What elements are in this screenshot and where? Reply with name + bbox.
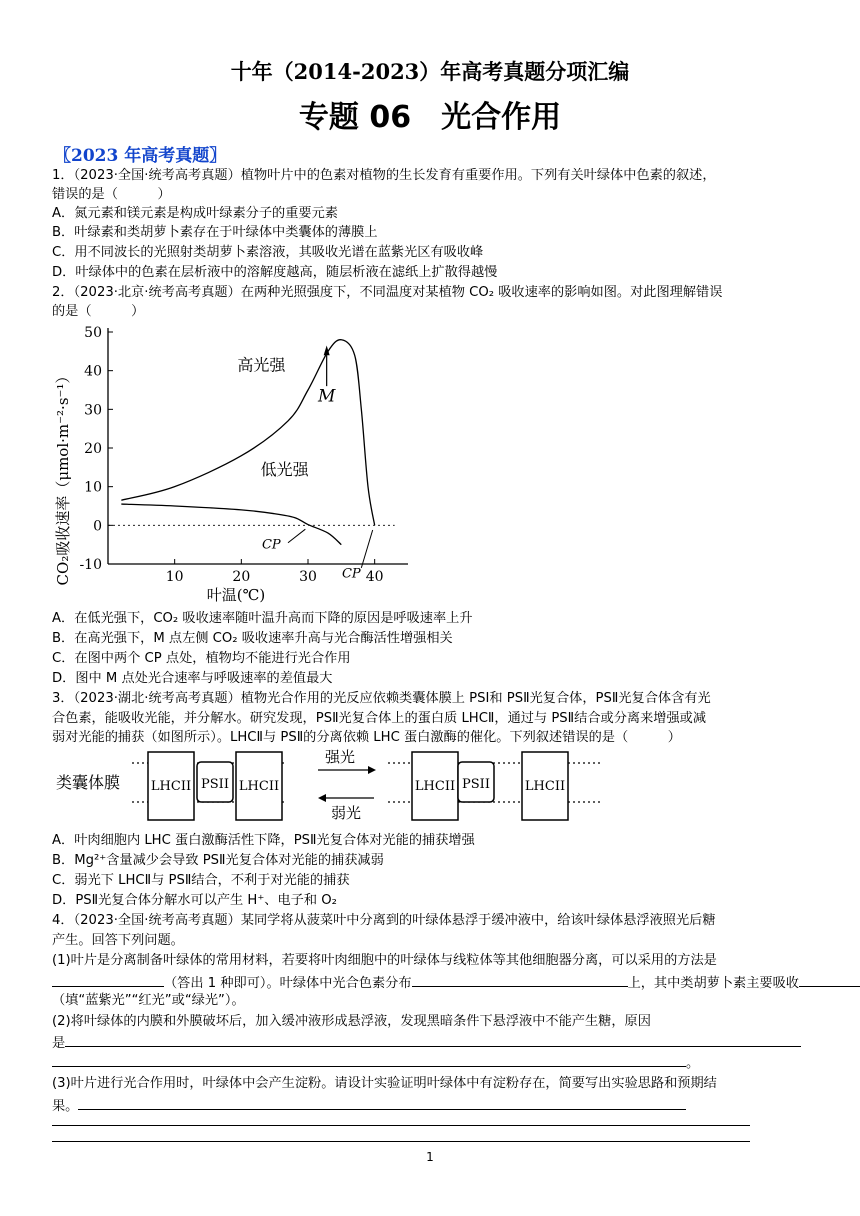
- chart-series: [121, 340, 374, 545]
- strong-light-arrowhead: [368, 766, 376, 774]
- cp-label-high-light: CP: [341, 566, 361, 582]
- chart-ticks: [79, 325, 383, 585]
- q4-part1-text-b: 上，其中类胡萝卜素主要吸收: [627, 976, 799, 991]
- answer-blank-light[interactable]: [799, 972, 860, 987]
- q4-part2-line1: (2)将叶绿体的内膜和外膜破坏后，加入缓冲液形成悬浮液，发现黑暗条件下悬浮液中不能产生糖，原因: [52, 1014, 651, 1029]
- q4-part1-line1: (1)叶片是分离制备叶绿体的常用材料，若要将叶肉细胞中的叶绿体与线粒体等其他细胞器分离，可以采用的方法是: [52, 953, 717, 968]
- x-tick-label: 30: [299, 569, 317, 585]
- lhcii-label: LHCII: [150, 779, 192, 794]
- q3-stem-line1: 3．（2023·湖北·统考高考真题）植物光合作用的光反应依赖类囊体膜上 PSⅠ和 PSⅡ光复合体，PSⅡ光复合体含有光: [52, 691, 711, 706]
- y-tick-label: -10: [79, 557, 102, 573]
- peak-label-m: M: [317, 386, 336, 407]
- q3-stem-line2: 合色素，能吸收光能，并分解水。研究发现，PSⅡ光复合体上的蛋白质 LHCⅡ，通过与 PSⅡ结合或分离来增强或减: [52, 711, 707, 726]
- page-number: 1: [426, 1150, 434, 1164]
- answer-blank-method[interactable]: [52, 972, 164, 987]
- q4-part1-line3: （填“蓝紫光”“红光”或“绿光”）。: [52, 993, 245, 1008]
- q4-part3-line1: (3)叶片进行光合作用时，叶绿体中会产生淀粉。请设计实验证明叶绿体中有淀粉存在，简要写出实验思路和预期结: [52, 1076, 717, 1091]
- q4-stem-line2: 产生。回答下列问题。: [52, 933, 184, 948]
- q3-option-a: A．叶肉细胞内 LHC 蛋白激酶活性下降，PSⅡ光复合体对光能的捕获增强: [52, 833, 475, 848]
- weak-light-arrowhead: [318, 794, 326, 802]
- answer-blank-reason-1[interactable]: [65, 1032, 801, 1047]
- strong-light-label: 强光: [324, 748, 356, 766]
- answer-blank-reason-2[interactable]: [52, 1052, 686, 1067]
- q2-stem-line2: 的是（ ）: [52, 304, 145, 319]
- q2-option-c: C．在图中两个 CP 点处，植物均不能进行光合作用: [52, 651, 351, 666]
- answer-blank-experiment-2[interactable]: [52, 1125, 750, 1126]
- series-line-low-light: [121, 504, 341, 545]
- q4-part1-text-a: （答出 1 种即可）。叶绿体中光合色素分布: [164, 976, 412, 991]
- q2-stem-line1: 2．（2023·北京·统考高考真题）在两种光照强度下，不同温度对某植物 CO₂ 吸收速率的影响如图。对此图理解错误: [52, 285, 723, 300]
- y-tick-label: 0: [93, 518, 102, 535]
- co2-uptake-chart: [48, 322, 418, 607]
- q1-option-a: A．氮元素和镁元素是构成叶绿素分子的重要元素: [52, 206, 338, 221]
- q4-part2-line3: [52, 1052, 699, 1073]
- weak-light-label: 弱光: [330, 804, 362, 822]
- membrane-label: 类囊体膜: [56, 773, 121, 792]
- q4-part2-end: 。: [686, 1056, 700, 1071]
- q2-option-b: B．在高光强下，M 点左侧 CO₂ 吸收速率升高与光合酶活性增强相关: [52, 631, 453, 646]
- topic-title: 专题 06 光合作用: [298, 100, 562, 135]
- answer-blank-experiment-1[interactable]: [78, 1095, 686, 1110]
- q4-part2-line2: [52, 1032, 801, 1053]
- y-tick-label: 50: [84, 325, 102, 341]
- cp-arrow-low-light: [288, 529, 305, 543]
- y-axis-label: CO₂吸收速率（μmol·m⁻²·s⁻¹）: [54, 368, 72, 586]
- q1-option-c: C．用不同波长的光照射类胡萝卜素溶液，其吸收光谱在蓝紫光区有吸收峰: [52, 245, 484, 260]
- x-tick-label: 10: [165, 569, 184, 585]
- q3-option-c: C．弱光下 LHCⅡ与 PSⅡ结合，不利于对光能的捕获: [52, 873, 350, 888]
- psii-label: PSII: [462, 777, 490, 792]
- series-label: 低光强: [260, 460, 309, 480]
- q3-option-d: D．PSⅡ光复合体分解水可以产生 H⁺、电子和 O₂: [52, 893, 337, 908]
- y-tick-label: 40: [84, 363, 102, 380]
- q1-stem-line1: 1．（2023·全国·统考高考真题）植物叶片中的色素对植物的生长发育有重要作用。下列有关叶绿体中色素的叙述，: [52, 168, 716, 183]
- cp-label-low-light: CP: [261, 537, 281, 553]
- q4-part3-prefix: 果。: [52, 1099, 79, 1114]
- psii-label: PSII: [201, 777, 229, 792]
- q2-option-a: A．在低光强下，CO₂ 吸收速率随叶温升高而下降的原因是呼吸速率上升: [52, 611, 473, 626]
- lhcii-label: LHCII: [524, 779, 566, 794]
- y-tick-label: 20: [84, 441, 102, 457]
- lhcii-label: LHCII: [238, 779, 280, 794]
- q4-part2-prefix: 是: [52, 1036, 66, 1051]
- q3-stem-line3: 弱对光能的捕获（如图所示）。LHCⅡ与 PSⅡ的分离依赖 LHC 蛋白激酶的催化。下列叙述错误的是（ ）: [52, 730, 681, 745]
- q1-option-b: B．叶绿素和类胡萝卜素存在于叶绿体中类囊体的薄膜上: [52, 225, 378, 240]
- q1-stem-line2: 错误的是（ ）: [52, 187, 171, 202]
- section-heading: 〖2023 年高考真题〗: [54, 146, 227, 166]
- answer-blank-pigment-location[interactable]: [412, 972, 628, 987]
- q2-option-d: D．图中 M 点处光合速率与呼吸速率的差值最大: [52, 671, 333, 686]
- y-tick-label: 30: [84, 402, 102, 419]
- thylakoid-diagram: [52, 748, 612, 824]
- q1-option-d: D．叶绿体中的色素在层析液中的溶解度越高，随层析液在滤纸上扩散得越慢: [52, 265, 498, 280]
- q4-part3-line2: [52, 1095, 686, 1116]
- x-tick-label: 40: [365, 569, 384, 585]
- answer-blank-experiment-3[interactable]: [52, 1141, 750, 1142]
- document-title: 十年（2014-2023）年高考真题分项汇编: [230, 59, 630, 84]
- x-tick-label: 20: [232, 569, 251, 585]
- series-label: 高光强: [237, 355, 286, 375]
- cp-arrow-high-light: [361, 530, 372, 568]
- q4-part1-line2: [52, 972, 860, 993]
- q3-option-b: B．Mg²⁺含量减少会导致 PSⅡ光复合体对光能的捕获减弱: [52, 853, 384, 868]
- q4-stem-line1: 4．（2023·全国·统考高考真题）某同学将从菠菜叶中分离到的叶绿体悬浮于缓冲液中，给该叶绿体悬浮液照光后糖: [52, 913, 716, 928]
- y-tick-label: 10: [84, 479, 102, 496]
- x-axis-label: 叶温(℃): [206, 586, 266, 604]
- lhcii-label: LHCII: [414, 779, 456, 794]
